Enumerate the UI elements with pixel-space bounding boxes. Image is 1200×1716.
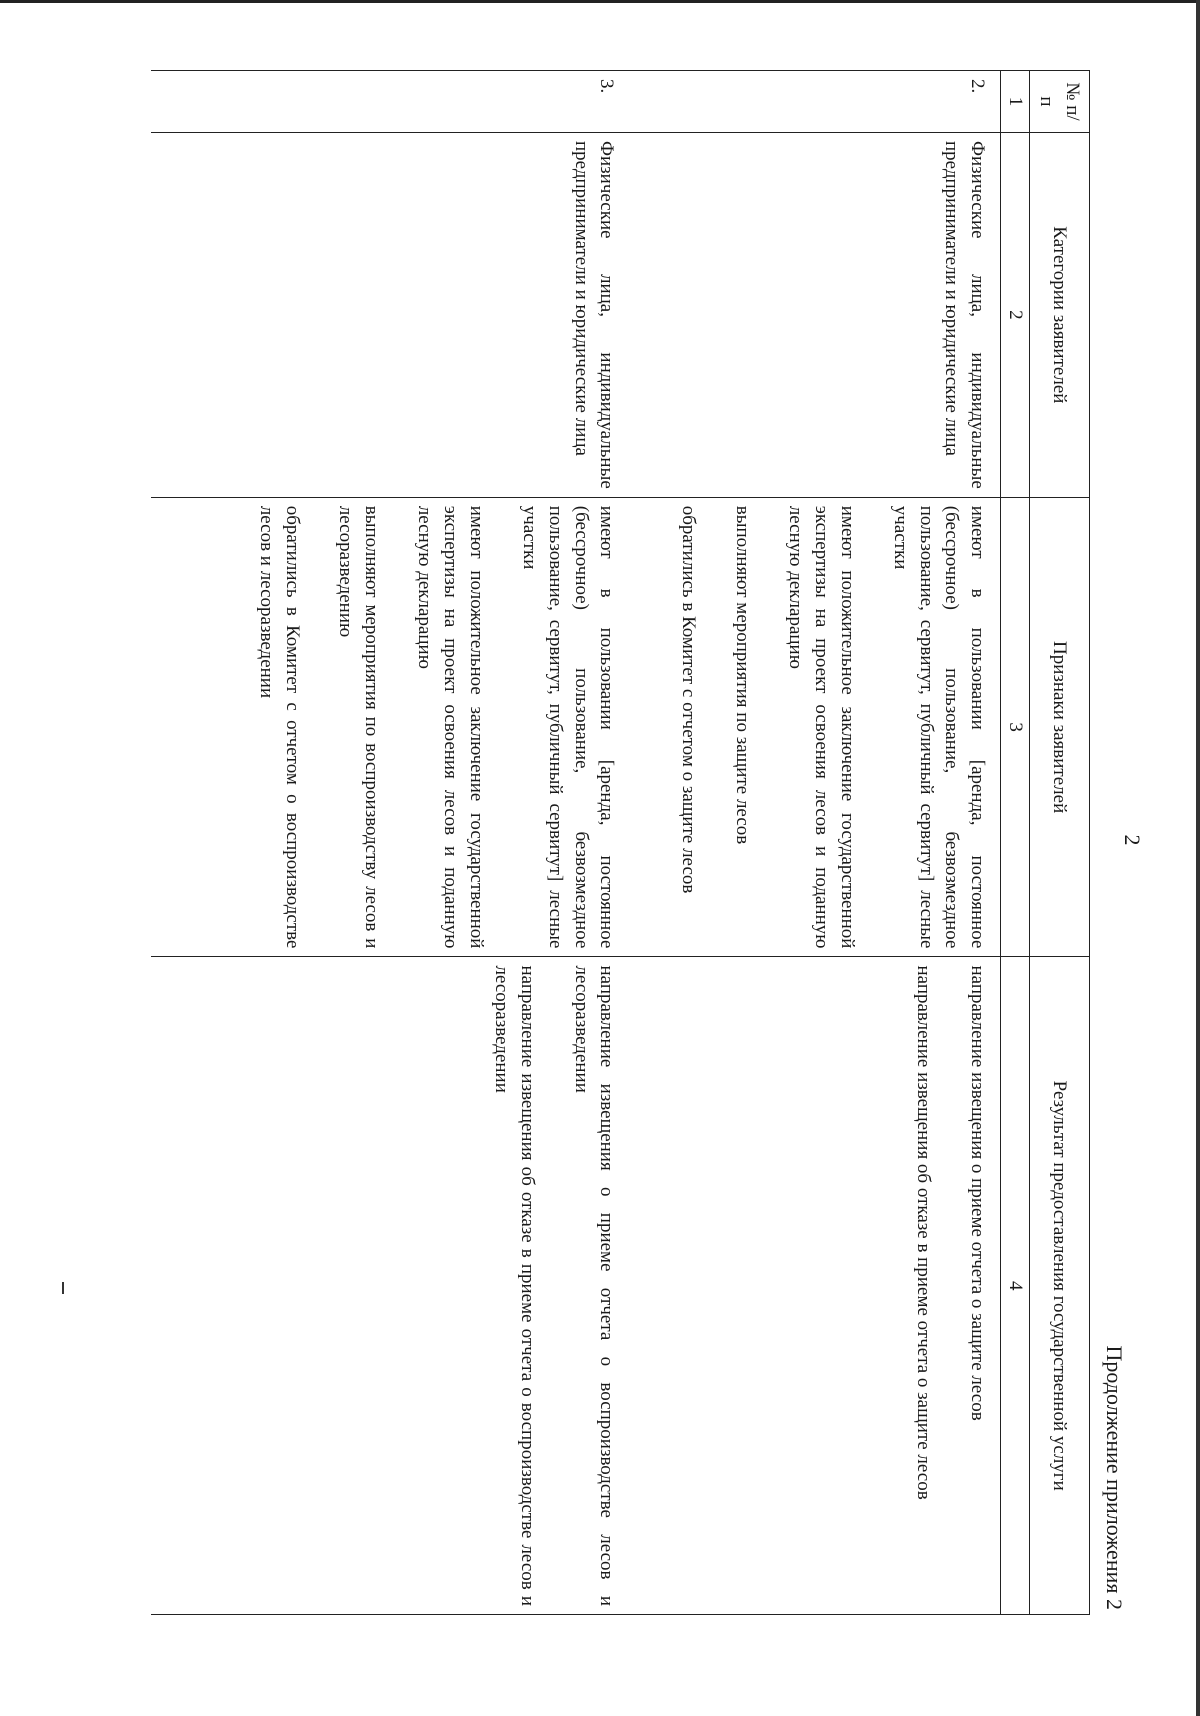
column-number-row (1001, 71, 1030, 1615)
row-category: Физические лица, индивидуальные предприниматели и юридические лица (249, 132, 623, 497)
page-number: 2 (1120, 834, 1145, 846)
column-number: 3 (1001, 497, 1030, 957)
table-row (671, 71, 1000, 1615)
header-result: Результат предоставления государственной услуги (1029, 957, 1089, 1615)
row-spacer (623, 71, 671, 1615)
result-item: направление извещения о приеме отчета о воспроизводстве лесов и лесоразведении (570, 965, 618, 1606)
row-criteria (249, 497, 623, 957)
scan-border-top (0, 0, 1200, 3)
header-category: Категории заявителей (1029, 132, 1089, 497)
column-number: 1 (1001, 71, 1030, 133)
result-item: направление извещения об отказе в приеме отчета о защите лесов (913, 965, 935, 1500)
criteria-item: выполняют мероприятия по воспроизводству лесов и лесоразведению (335, 505, 382, 949)
result-item: направление извещения об отказе в приеме отчета о воспроизводстве лесов и лесоразведении (491, 965, 539, 1606)
row-results (249, 957, 623, 1615)
table-header-row (1029, 71, 1089, 1615)
scan-border-right (1196, 0, 1200, 1716)
criteria-item: имеют в пользовании [аренда, постоянное (бессрочное) пользование, безвозмездное пользование, сервитут, публичный сервитут] лесные участки (890, 505, 989, 949)
row-number: 2. (671, 71, 1000, 133)
row-results (671, 957, 1000, 1615)
criteria-item: обратились в Комитет с отчетом о защите лесов (677, 505, 699, 894)
row-criteria (671, 497, 1000, 957)
header-criteria: Признаки заявителей (1029, 497, 1089, 957)
scan-artifact (62, 1282, 64, 1294)
continuation-label: Продолжение приложения 2 (1102, 1345, 1127, 1610)
applicants-table (151, 70, 1090, 1615)
result-item: направление извещения о приеме отчета о защите лесов (967, 965, 989, 1421)
column-number: 4 (1001, 957, 1030, 1615)
row-category: Физические лица, индивидуальные предприниматели и юридические лица (671, 132, 1000, 497)
criteria-item: имеют положительное заключение государственной экспертизы на проект освоения лесов и поданную лесную декларацию (414, 505, 487, 949)
criteria-item: имеют в пользовании [аренда, постоянное (бессрочное) пользование, безвозмездное пользование, сервитут, публичный сервитут] лесные участки (519, 505, 618, 949)
column-number: 2 (1001, 132, 1030, 497)
table-row (249, 71, 623, 1615)
criteria-item: обратились в Комитет с отчетом о воспроизводстве лесов и лесоразведении (255, 505, 303, 949)
criteria-item: имеют положительное заключение государственной экспертизы на проект освоения лесов и поданную лесную декларацию (785, 505, 858, 949)
row-spacer (151, 71, 249, 1615)
row-number: 3. (249, 71, 623, 133)
criteria-item: выполняют мероприятия по защите лесов (731, 505, 753, 845)
rotated-document-page (95, 30, 1185, 1650)
header-num: № п/п (1029, 71, 1089, 133)
